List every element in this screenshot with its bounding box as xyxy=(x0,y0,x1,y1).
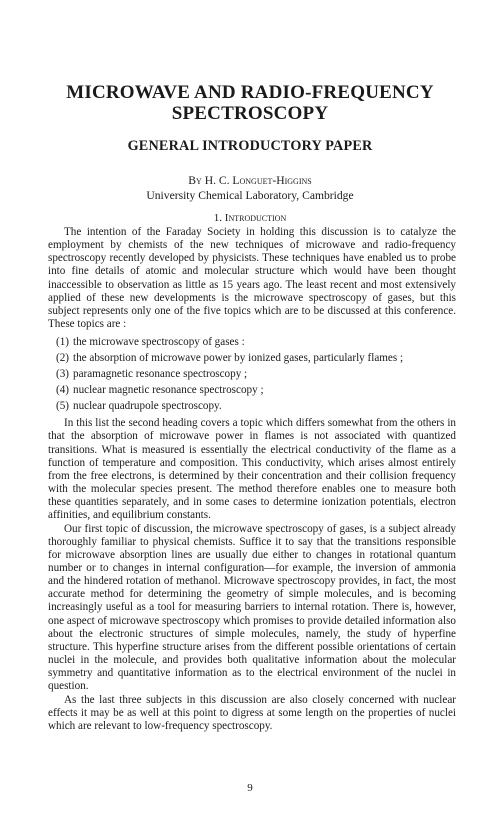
author-affiliation: University Chemical Laboratory, Cambridge xyxy=(146,189,354,202)
topic-item: (2) the absorption of microwave power by ionized gases, particularly flames ; xyxy=(56,352,404,365)
topic-item: (1) the microwave spectroscopy of gases : xyxy=(56,336,245,349)
topic-list xyxy=(48,334,456,414)
paragraph-nuclear: As the last three subjects in this discussion are also closely concerned with nuclear effects it may be as well at this point to digress at some length on the properties of nuclei which are relevant to low-frequency spectroscopy. xyxy=(48,693,456,732)
paragraph-microwave: Our first topic of discussion, the microwave spectroscopy of gases, is a subject already thoroughly familiar to physical chemists. Suffice it to say that the transitions responsible for microwave absorption lines are usually due either to changes in rotational quantum number or to changes in internal configuration—for example, the inversion of ammonia and the hindered rotation of methanol. Microwave spectroscopy provides, in fact, the most accurate method for determining the geometry of simple molecules, and is becoming increasingly useful as a tool for measuring barriers to internal rotation. There is, however, one aspect of microwave spectroscopy which promises to provide detailed information also about the electronic structures of simple molecules, namely, the study of hyperfine structure. This hyperfine structure arises from the different possible orientations of certain nuclei in the molecule, and provides both qualitative information about the molecular symmetry and quantitative information as to the electrical environment of the nuclei in question. xyxy=(48,522,456,693)
topic-item: (5) nuclear quadrupole spectroscopy. xyxy=(56,400,222,413)
paper-title: MICROWAVE AND RADIO-FREQUENCY SPECTROSCOPY xyxy=(66,82,434,124)
topic-item: (4) nuclear magnetic resonance spectroscopy ; xyxy=(56,384,264,397)
body-text xyxy=(48,226,456,733)
paper-subtitle: GENERAL INTRODUCTORY PAPER xyxy=(127,138,373,154)
author-name: H. C. Longuet-Higgins xyxy=(204,174,312,187)
paragraph-flames: In this list the second heading covers a topic which differs somewhat from the others in that the absorption of microwave power in flames is not associated with quantized transitions. What is measured is essentially the electrical conductivity of the flame as a function of temperature and composition. This conductivity, which arises almost entirely from the free electrons, is determined by their concentration and their collision frequency with the molecular species present. The method therefore enables one to measure both these quantities separately, and in some cases to determine ionization potentials, electron affinities, and equilibrium constants. xyxy=(48,417,456,522)
section-heading: 1. Introduction xyxy=(213,212,287,224)
paragraph-intro: The intention of the Faraday Society in holding this discussion is to catalyze the employment by chemists of the new techniques of microwave and radio-frequency spectroscopy recently developed by physicists. These techniques have enabled us to probe into fine details of atomic and molecular structure which would have been thought inaccessible to observation as little as 15 years ago. The least recent and most extensively applied of these new developments is the microwave spectroscopy of gases, but this subject represents only one of the five topics which are to be discussed at this conference. These topics are : xyxy=(48,226,456,331)
topic-item: (3) paramagnetic resonance spectroscopy ; xyxy=(56,368,248,381)
page-number: 9 xyxy=(247,782,253,794)
author-line xyxy=(40,174,460,187)
author-prefix: By xyxy=(188,174,202,187)
